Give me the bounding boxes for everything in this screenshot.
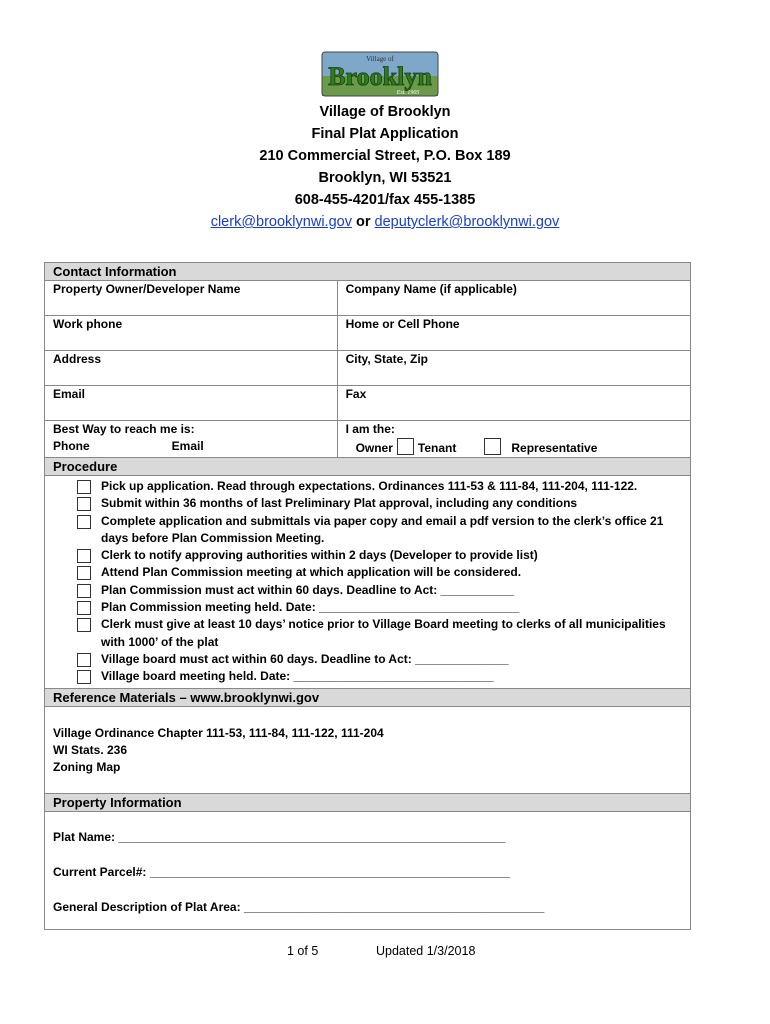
- procedure-item: [77, 651, 682, 668]
- svg-text:Est. 1905: Est. 1905: [396, 90, 420, 96]
- procedure-item-text: Pick up application. Read through expectations. Ordinances 111-53 & 111-84, 111-204, 111-122.: [101, 479, 638, 493]
- tenant-checkbox[interactable]: [484, 438, 501, 455]
- property-section-header: Property Information: [45, 793, 691, 811]
- deputy-email-link[interactable]: deputyclerk@brooklynwi.gov: [374, 214, 560, 230]
- procedure-item-text: Village board must act within 60 days. Deadline to Act: ______________: [101, 651, 509, 666]
- procedure-checkbox[interactable]: [77, 584, 91, 598]
- procedure-checkbox[interactable]: [77, 480, 91, 494]
- updated-date: Updated 1/3/2018: [376, 944, 476, 958]
- city-state-zip-field[interactable]: City, State, Zip: [337, 351, 690, 386]
- owner-option: Owner: [355, 441, 393, 455]
- reference-section-header: Reference Materials – www.brooklynwi.gov: [45, 688, 691, 706]
- procedure-item-text: Village board meeting held. Date: ______________________________: [101, 669, 494, 684]
- procedure-item-text: Clerk to notify approving authorities within 2 days (Developer to provide list): [101, 548, 538, 563]
- procedure-item-text: Complete application and submittals via paper copy and email a pdf version to the clerk’s office 21 days before Plan Commission Meeting.: [101, 513, 664, 545]
- owner-name-field[interactable]: Property Owner/Developer Name: [45, 281, 338, 316]
- reference-zoning-map: Zoning Map: [53, 759, 121, 774]
- procedure-item-text: Attend Plan Commission meeting at which application will be considered.: [101, 565, 522, 580]
- plat-description-field[interactable]: General Description of Plat Area: _____________________________________________: [53, 899, 545, 914]
- form-title: Final Plat Application: [311, 126, 459, 142]
- company-name-field[interactable]: Company Name (if applicable): [337, 281, 690, 316]
- procedure-item: [77, 495, 682, 512]
- procedure-item-text: Plan Commission meeting held. Date: ______________________________: [101, 600, 520, 615]
- procedure-item: [77, 547, 682, 564]
- clerk-email-link[interactable]: clerk@brooklynwi.gov: [210, 214, 352, 230]
- application-form: [44, 262, 691, 930]
- svg-text:Village of: Village of: [366, 55, 394, 63]
- procedure-section-header: Procedure: [45, 458, 691, 476]
- reference-statute: WI Stats. 236: [53, 742, 128, 757]
- address-field[interactable]: Address: [45, 351, 338, 386]
- procedure-checkbox[interactable]: [77, 670, 91, 684]
- procedure-item: [77, 668, 682, 685]
- reference-body: [45, 706, 691, 793]
- tenant-option: Tenant: [417, 441, 457, 455]
- procedure-item: [77, 513, 682, 548]
- procedure-item: [77, 478, 682, 495]
- procedure-body: [45, 476, 691, 689]
- current-parcel-field[interactable]: Current Parcel#: ______________________________________________________: [53, 864, 511, 879]
- email-line: [0, 211, 770, 233]
- phone-option[interactable]: Phone: [53, 439, 90, 453]
- procedure-item: [77, 616, 682, 651]
- representative-option: Representative: [511, 441, 598, 455]
- procedure-checkbox[interactable]: [77, 601, 91, 615]
- procedure-item: [77, 582, 682, 599]
- phone-fax: 608-455-4201/fax 455-1385: [294, 192, 476, 208]
- email-option[interactable]: Email: [171, 439, 204, 453]
- procedure-item: [77, 599, 682, 616]
- or-text: or: [351, 214, 375, 230]
- street-address: 210 Commercial Street, P.O. Box 189: [259, 148, 511, 164]
- procedure-checkbox[interactable]: [77, 618, 91, 632]
- procedure-checkbox[interactable]: [77, 549, 91, 563]
- fax-field[interactable]: Fax: [337, 386, 690, 421]
- i-am-label: I am the:: [345, 422, 395, 436]
- property-body: [45, 811, 691, 929]
- owner-checkbox[interactable]: [397, 438, 414, 455]
- contact-section-header: Contact Information: [45, 263, 691, 281]
- role-cell: [337, 421, 690, 458]
- page-number: 1 of 5: [287, 944, 319, 958]
- procedure-item-text: Plan Commission must act within 60 days. Deadline to Act: ___________: [101, 582, 515, 597]
- document-header: [0, 101, 770, 233]
- best-way-label: Best Way to reach me is:: [53, 422, 195, 436]
- procedure-item: [77, 564, 682, 581]
- city-address: Brooklyn, WI 53521: [318, 170, 452, 186]
- plat-name-field[interactable]: Plat Name: __________________________________________________________: [53, 829, 506, 844]
- procedure-checkbox[interactable]: [77, 515, 91, 529]
- procedure-item-text: Clerk must give at least 10 days’ notice prior to Village Board meeting to clerks of all municipalities with 1000’ of the plat: [101, 617, 666, 649]
- procedure-checkbox[interactable]: [77, 653, 91, 667]
- best-way-cell: [45, 421, 338, 458]
- work-phone-field[interactable]: Work phone: [45, 316, 338, 351]
- email-field[interactable]: Email: [45, 386, 338, 421]
- procedure-checkbox[interactable]: [77, 497, 91, 511]
- procedure-item-text: Submit within 36 months of last Preliminary Plat approval, including any conditions: [101, 496, 578, 511]
- procedure-checkbox[interactable]: [77, 566, 91, 580]
- procedure-list: [53, 476, 682, 688]
- org-name: Village of Brooklyn: [319, 104, 451, 120]
- reference-ordinance: Village Ordinance Chapter 111-53, 111-84, 111-122, 111-204: [53, 725, 384, 740]
- village-logo: [318, 50, 442, 98]
- home-phone-field[interactable]: Home or Cell Phone: [337, 316, 690, 351]
- svg-text:Brooklyn: Brooklyn: [328, 62, 432, 91]
